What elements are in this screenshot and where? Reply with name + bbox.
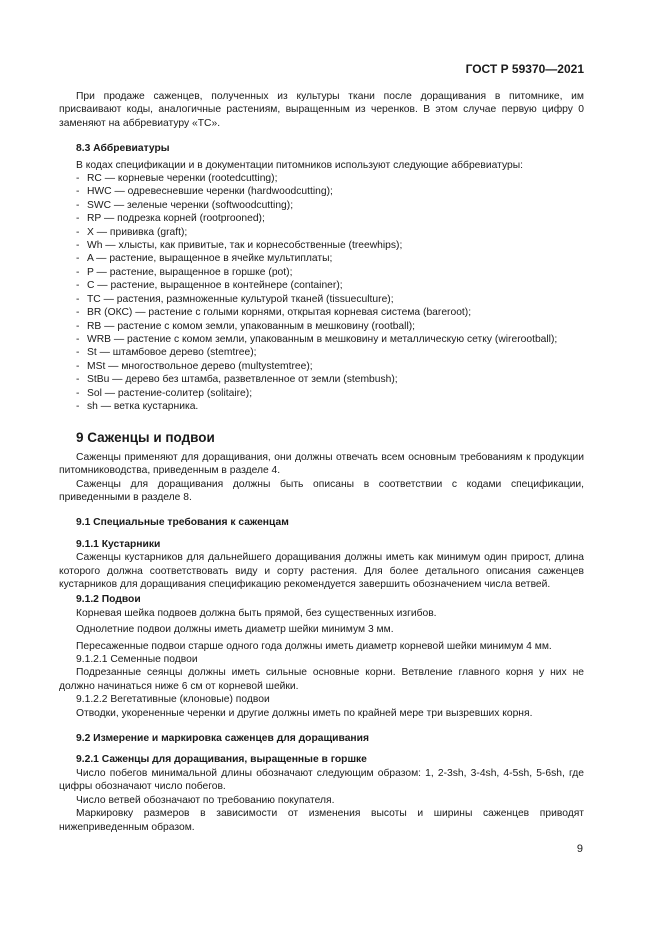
list-item: - RP — подрезка корней (rootprooned); <box>76 212 584 225</box>
page-number: 9 <box>576 843 583 855</box>
list-item: - Sol — растение-солитер (solitaire); <box>76 387 584 400</box>
potted-seedlings-paragraph: Число побегов минимальной длины обозначают следующим образом: 1, 2-3sh, 3-4sh, 4-5sh, 5-6sh, где цифры обозначают число побегов. <box>59 767 584 793</box>
list-item: - RB — растение с комом земли, упакованным в мешковину (rootball); <box>76 320 584 333</box>
abbreviations-list <box>59 172 584 413</box>
list-item: - TC — растения, размноженные культурой тканей (tissueculture); <box>76 293 584 306</box>
seed-rootstock-paragraph: Подрезанные сеянцы должны иметь сильные основные корни. Ветвление главного корня у них не должно начинаться ниже 6 см от корневой шейки. <box>59 667 584 692</box>
list-item: - StBu — дерево без штамба, разветвленное от земли (stembush); <box>76 373 584 386</box>
document-body <box>59 90 584 834</box>
section-9-1-2-1-heading: 9.1.2.1 Семенные подвои <box>76 654 198 666</box>
section-9-1-2-2-heading: 9.1.2.2 Вегетативные (клоновые) подвои <box>76 694 270 706</box>
list-item: - BR (ОКС) — растение с голыми корнями, открытая корневая система (bareroot); <box>76 306 584 319</box>
list-item: - RC — корневые черенки (rootedcutting); <box>76 172 584 185</box>
section-9-2-heading: 9.2 Измерение и маркировка саженцев для доращивания <box>76 733 369 745</box>
section-9-1-heading: 9.1 Специальные требования к саженцам <box>76 517 289 529</box>
list-item: - X — прививка (graft); <box>76 226 584 239</box>
section-9-heading: 9 Саженцы и подвои <box>76 430 215 446</box>
list-item: - St — штамбовое дерево (stemtree); <box>76 346 584 359</box>
potted-seedlings-paragraph: Число ветвей обозначают по требованию покупателя. <box>76 794 335 806</box>
intro-paragraph: При продаже саженцев, полученных из культуры ткани после доращивания в питомнике, им присваивают коды, аналогичные растениям, выращенным из черенков. В этом случае первую цифру 0 заменяют на аббревиатуру «TC». <box>59 91 584 129</box>
list-item: - SWC — зеленые черенки (softwoodcutting); <box>76 199 584 212</box>
list-item: - C — растение, выращенное в контейнере (container); <box>76 279 584 292</box>
section-9-paragraph: Саженцы применяют для доращивания, они должны отвечать всем основным требованиям к продукции питомниководства, приведенным в разделе 4. <box>59 451 584 477</box>
shrubs-paragraph: Саженцы кустарников для дальнейшего доращивания должны иметь как минимум один прирост, длина которого должна соответствовать виду и сорту растения. Для более детального описания саженцев кустарников для доращивания спецификацию рекомендуется завершить обозначением числа ветвей. <box>59 552 584 590</box>
list-item: - A — растение, выращенное в ячейке мультиплаты; <box>76 252 584 265</box>
section-9-1-1-heading: 9.1.1 Кустарники <box>76 538 161 550</box>
document-header: ГОСТ Р 59370—2021 <box>465 62 584 76</box>
section-9-1-2-heading: 9.1.2 Подвои <box>76 594 141 606</box>
clonal-rootstock-paragraph: Отводки, укорененные черенки и другие должны иметь по крайней мере три вызревших корня. <box>76 707 533 719</box>
rootstock-paragraph: Корневая шейка подвоев должна быть прямой, без существенных изгибов. <box>76 607 437 619</box>
list-item: - P — растение, выращенное в горшке (pot); <box>76 266 584 279</box>
list-item: - WRB — растение с комом земли, упакованным в мешковину и металлическую сетку (wirerootball); <box>76 333 584 346</box>
list-item: - Wh — хлысты, как привитые, так и корнесобственные (treewhips); <box>76 239 584 252</box>
potted-seedlings-paragraph: Маркировку размеров в зависимости от изменения высоты и ширины саженцев приводят нижеприведенным образом. <box>59 808 584 833</box>
section-9-paragraph: Саженцы для доращивания должны быть описаны в соответствии с кодами спецификации, приведенными в разделе 8. <box>59 478 584 503</box>
rootstock-paragraph: Пересаженные подвои старше одного года должны иметь диаметр корневой шейки минимум 4 мм. <box>76 640 552 652</box>
section-9-2-1-heading: 9.2.1 Саженцы для доращивания, выращенные в горшке <box>76 754 367 766</box>
list-item: - HWC — одревесневшие черенки (hardwoodcutting); <box>76 185 584 198</box>
section-8-3-heading: 8.3 Аббревиатуры <box>76 143 170 155</box>
list-item: - sh — ветка кустарника. <box>76 400 584 413</box>
rootstock-paragraph: Однолетние подвои должны иметь диаметр шейки минимум 3 мм. <box>76 624 394 636</box>
abbreviations-lead: В кодах спецификации и в документации питомников используют следующие аббревиатуры: <box>76 159 523 171</box>
list-item: - MSt — многоствольное дерево (multystemtree); <box>76 360 584 373</box>
